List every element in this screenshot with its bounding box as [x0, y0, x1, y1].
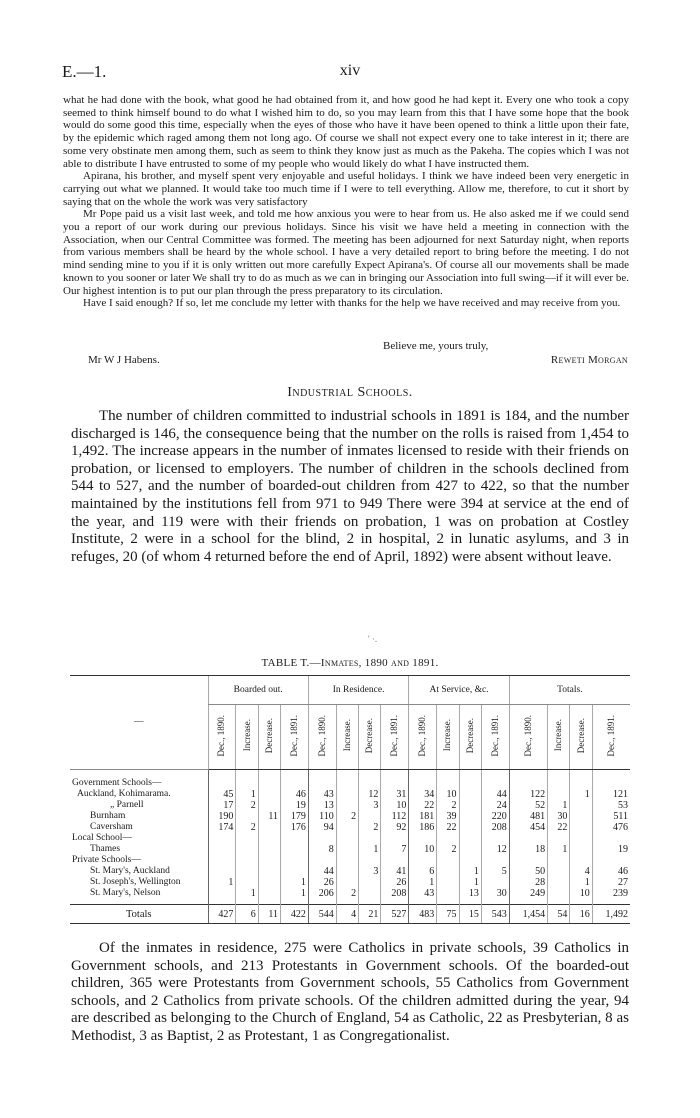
table-cell [258, 855, 280, 866]
table-cell: 481 [509, 811, 547, 822]
group-header-totals: Totals. [509, 676, 630, 705]
table-caption-title: Inmates, 1890 and 1891. [320, 657, 439, 669]
table-cell [437, 888, 459, 905]
addressee: Mr W J Habens. [88, 354, 160, 366]
table-cell [592, 855, 630, 866]
table-cell [437, 833, 459, 844]
table-cell [336, 822, 358, 833]
totals-cell: 16 [570, 905, 592, 924]
table-cell: 1 [570, 789, 592, 800]
table-cell [208, 844, 236, 855]
totals-cell: 1,492 [592, 905, 630, 924]
table-cell: 4 [570, 866, 592, 877]
table-cell [409, 855, 437, 866]
column-subheader-label: Dec., 1890. [417, 714, 428, 757]
row-label: Thames [90, 844, 121, 854]
totals-cell: 4 [336, 905, 358, 924]
table-row [70, 844, 630, 855]
table-caption [0, 657, 700, 669]
table-cell [236, 877, 258, 888]
table-cell [308, 833, 336, 844]
letter-paragraph: what he had done with the book, what good he had obtained from it, and how good he had kept it. Every one who took a copy seemed to think himself bound to do what I wished him to do, so you may learn from this that I have some hope that the book would do some good this time, especially when the eyes of those who have it have been opened to think a little upon their fate, by the epidemic which raged among them not long ago. Of course we shall not expect every one to take interest in it; there are some very obstinate men among them, such as seem to think they know just as much as the Pakeha. The copies which I was not able to distribute I have entrusted to some of my people who would likely do what I have instructed them. [63, 94, 629, 170]
table-cell [236, 770, 258, 790]
table-cell: 220 [481, 811, 509, 822]
table-cell: 46 [281, 789, 309, 800]
table-cell [570, 770, 592, 790]
table-cell: 249 [509, 888, 547, 905]
letter-closing [0, 340, 700, 370]
column-subheader [409, 705, 437, 770]
table-cell: 19 [592, 844, 630, 855]
table-row [70, 888, 630, 905]
table-cell: 26 [381, 877, 409, 888]
table-cell [208, 770, 236, 790]
table-cell [208, 833, 236, 844]
letter-paragraph: Mr Pope paid us a visit last week, and told me how anxious you were to hear from us. He also asked me if we could send you a report of our work during our previous holidays. Since his visit we have held a meeting in connection with the Association, when our Central Committee was formed. The meeting has been adjourned for next Saturday night, when reports from various members shall be heard by the whole school. I have a very detailed report to bring before the meeting. I do not mind sending mine to you if it is only written out more carefully Expect Apirana's. Of course all our movements shall be made known to you sooner or later We shall try to do as much as we can in bringing our Association into full swing—if it will ever be. Our highest intention is to put our plan through the press preparatory to its circulation. [63, 208, 629, 297]
table-cell: 44 [308, 866, 336, 877]
column-subheader-label: Increase. [442, 719, 453, 752]
table-cell [409, 833, 437, 844]
table-cell: 122 [509, 789, 547, 800]
table-cell [481, 855, 509, 866]
table-cell: 43 [308, 789, 336, 800]
table-cell: 1 [570, 877, 592, 888]
table-cell [359, 855, 381, 866]
table-cell: 27 [592, 877, 630, 888]
table-cell [481, 877, 509, 888]
table-cell: 28 [509, 877, 547, 888]
totals-cell: 544 [308, 905, 336, 924]
page-number: xiv [339, 62, 361, 79]
letter-text [63, 94, 629, 310]
table-cell [336, 844, 358, 855]
table-body [70, 770, 630, 924]
table-cell [548, 789, 570, 800]
table-cell [208, 888, 236, 905]
table-row [70, 855, 630, 866]
table-cell [336, 866, 358, 877]
table-cell [570, 833, 592, 844]
table-cell: 1 [236, 789, 258, 800]
table-row [70, 811, 630, 822]
column-subheader [208, 705, 236, 770]
signature: Reweti Morgan [550, 354, 628, 366]
letter-paragraph: Have I said enough? If so, let me conclude my letter with thanks for the help we have received and may receive from you. [83, 297, 621, 310]
table-cell [381, 855, 409, 866]
table-cell: 46 [592, 866, 630, 877]
table-cell: 7 [381, 844, 409, 855]
table-cell: 239 [592, 888, 630, 905]
table-cell [336, 789, 358, 800]
paragraph-inmates-religion: Of the inmates in residence, 275 were Catholics in private schools, 39 Catholics in Government schools, and 213 Protestants in Government schools. Of the boarded-out children, 365 were Protestants from Government schools, 55 Catholics from Government schools, and 2 Catholics from private schools. Of the children admitted during the year, 94 are described as belonging to the Church of England, 54 as Catholic, 22 as Presbyterian, 8 as Methodist, 3 as Baptist, 2 as Protestant, 1 as Congregationalist. [71, 940, 629, 1044]
table-cell [592, 770, 630, 790]
table-cell [548, 877, 570, 888]
totals-cell: 543 [481, 905, 509, 924]
table-cell [281, 770, 309, 790]
table-cell: 208 [481, 822, 509, 833]
table-cell [258, 888, 280, 905]
table-cell [459, 822, 481, 833]
table-row [70, 833, 630, 844]
table-cell [336, 855, 358, 866]
table-cell [258, 877, 280, 888]
column-subheader-label: Increase. [341, 719, 352, 752]
table-cell: 22 [409, 800, 437, 811]
table-cell [359, 770, 381, 790]
column-subheader-label: Increase. [241, 719, 252, 752]
inmates-table [70, 675, 630, 924]
table-cell: 45 [208, 789, 236, 800]
page-reference: E.—1. [62, 62, 107, 81]
table-cell [258, 822, 280, 833]
table-cell [236, 866, 258, 877]
column-subheader [281, 705, 309, 770]
table-cell: 3 [359, 800, 381, 811]
column-subheader-label: Decrease. [575, 717, 586, 754]
table-cell: 2 [236, 822, 258, 833]
table-cell [281, 833, 309, 844]
totals-cell: 21 [359, 905, 381, 924]
table-cell [208, 866, 236, 877]
table-cell: 53 [592, 800, 630, 811]
table-cell: 1 [281, 888, 309, 905]
table-cell: 44 [481, 789, 509, 800]
column-subheader-label: Dec., 1890. [316, 714, 327, 757]
stray-mark: ' ·. [368, 634, 378, 644]
row-label: „ Parnell [110, 800, 144, 810]
table-cell: 18 [509, 844, 547, 855]
table-cell [570, 800, 592, 811]
table-cell: 179 [281, 811, 309, 822]
totals-cell: 75 [437, 905, 459, 924]
column-subheader-label: Dec., 1891. [605, 714, 616, 757]
table-cell [548, 855, 570, 866]
table-cell: 30 [548, 811, 570, 822]
table-row [70, 877, 630, 888]
table-cell: 110 [308, 811, 336, 822]
column-subheader-label: Dec., 1891. [489, 714, 500, 757]
table-cell: 2 [437, 844, 459, 855]
table-cell [281, 844, 309, 855]
table-row [70, 770, 630, 790]
table-cell: 121 [592, 789, 630, 800]
table-cell: 2 [336, 888, 358, 905]
table-cell [381, 770, 409, 790]
column-subheader-label: Dec., 1890. [522, 714, 533, 757]
table-cell [459, 770, 481, 790]
row-label: Burnham [90, 811, 126, 821]
column-subheader-label: Decrease. [464, 717, 475, 754]
table-cell: 1 [281, 877, 309, 888]
column-subheader [509, 705, 547, 770]
column-subheader [236, 705, 258, 770]
column-subheader [459, 705, 481, 770]
table-cell [236, 833, 258, 844]
table-cell: 94 [308, 822, 336, 833]
table-cell: 8 [308, 844, 336, 855]
table-cell [481, 833, 509, 844]
table-cell: 19 [281, 800, 309, 811]
table-cell [570, 811, 592, 822]
stub-header: — [70, 676, 208, 770]
table-cell: 1 [459, 877, 481, 888]
paragraph-industrial-schools: The number of children committed to industrial schools in 1891 is 184, and the number discharged is 146, the consequence being that the number on the rolls is raised from 1,454 to 1,492. The increase appears in the number of inmates licensed to reside with their friends on probation, or licensed to employers. The number of children in the schools declined from 544 to 527, and the number of boarded-out children from 427 to 422, so that the number maintained by the institutions fell from 971 to 949 There were 394 at service at the end of the year, and 119 were with their friends on probation, 1 was on probation at Costley Institute, 2 were in a school for the blind, 2 in hospital, 2 in lunatic asylums, and 3 in refuges, 20 (of whom 4 returned before the end of April, 1892) were absent without leave. [71, 408, 629, 565]
column-subheader-label: Dec., 1891. [288, 714, 299, 757]
table-cell: 1 [236, 888, 258, 905]
table-cell [509, 855, 547, 866]
row-label: Caversham [90, 822, 133, 832]
totals-cell: 11 [258, 905, 280, 924]
table-cell [236, 844, 258, 855]
group-header-at-service: At Service, &c. [409, 676, 509, 705]
table-cell [509, 770, 547, 790]
table-cell: 2 [236, 800, 258, 811]
table-cell [336, 877, 358, 888]
table-cell [570, 844, 592, 855]
table-cell: 454 [509, 822, 547, 833]
table-cell [437, 877, 459, 888]
table-cell [548, 888, 570, 905]
table-cell [308, 770, 336, 790]
table-cell: 1 [548, 844, 570, 855]
column-subheader [359, 705, 381, 770]
totals-cell: 1,454 [509, 905, 547, 924]
table-cell: 10 [381, 800, 409, 811]
totals-cell: 483 [409, 905, 437, 924]
table-cell: 12 [359, 789, 381, 800]
table-cell [336, 800, 358, 811]
column-subheader [481, 705, 509, 770]
totals-label: Totals [70, 905, 208, 924]
table-cell: 6 [409, 866, 437, 877]
table-cell: 50 [509, 866, 547, 877]
table-cell: 206 [308, 888, 336, 905]
column-subheader-label: Increase. [553, 719, 564, 752]
group-header-in-residence: In Residence. [308, 676, 408, 705]
table-cell [437, 770, 459, 790]
table-cell: 2 [437, 800, 459, 811]
table-row [70, 866, 630, 877]
table-cell: 2 [359, 822, 381, 833]
table-cell [459, 800, 481, 811]
table-cell [409, 770, 437, 790]
table-cell [459, 833, 481, 844]
table-cell: 186 [409, 822, 437, 833]
column-subheader-label: Dec., 1890. [216, 714, 227, 757]
table-cell [336, 833, 358, 844]
totals-cell: 15 [459, 905, 481, 924]
table-cell [592, 833, 630, 844]
section-title: Industrial Schools. [287, 385, 413, 400]
table-row [70, 800, 630, 811]
table-cell [548, 866, 570, 877]
table-cell: 511 [592, 811, 630, 822]
table-cell [437, 866, 459, 877]
letter-paragraph: Apirana, his brother, and myself spent very enjoyable and useful holidays. I think we have indeed been very energetic in carrying out what we planned. It would take too much time if I were to tell everything. Allow me, therefore, to cut it short by saying that on the whole the work was very satisfactory [63, 170, 629, 208]
table-cell: 190 [208, 811, 236, 822]
totals-cell: 527 [381, 905, 409, 924]
row-label: Government Schools— [72, 778, 162, 788]
table-cell: 176 [281, 822, 309, 833]
row-label: Private Schools— [72, 855, 141, 865]
valediction: Believe me, yours truly, [383, 340, 489, 352]
table-cell: 24 [481, 800, 509, 811]
totals-cell: 6 [236, 905, 258, 924]
table-cell [437, 855, 459, 866]
table-cell [236, 811, 258, 822]
table-cell: 181 [409, 811, 437, 822]
column-subheader [308, 705, 336, 770]
table-cell: 13 [308, 800, 336, 811]
table-cell [281, 866, 309, 877]
row-label: St. Mary's, Auckland [90, 866, 170, 876]
table-cell: 5 [481, 866, 509, 877]
table-cell [548, 833, 570, 844]
table-cell [459, 844, 481, 855]
totals-row [70, 905, 630, 924]
totals-cell: 54 [548, 905, 570, 924]
table-cell [258, 800, 280, 811]
table-cell: 43 [409, 888, 437, 905]
column-subheader [592, 705, 630, 770]
table-cell: 3 [359, 866, 381, 877]
table-cell: 30 [481, 888, 509, 905]
row-label: St. Joseph's, Wellington [90, 877, 181, 887]
table-cell: 52 [509, 800, 547, 811]
table-cell: 41 [381, 866, 409, 877]
table-cell: 12 [481, 844, 509, 855]
table-cell: 39 [437, 811, 459, 822]
table-cell [208, 855, 236, 866]
table-cell [258, 789, 280, 800]
table-cell: 476 [592, 822, 630, 833]
table-cell: 2 [336, 811, 358, 822]
table-cell: 17 [208, 800, 236, 811]
table-cell: 31 [381, 789, 409, 800]
table-cell [509, 833, 547, 844]
column-subheader [336, 705, 358, 770]
row-label: St. Mary's, Nelson [90, 888, 161, 898]
table-cell [258, 844, 280, 855]
row-label: Auckland, Kohimarama. [77, 789, 171, 799]
table-cell: 10 [437, 789, 459, 800]
table-cell [236, 855, 258, 866]
table-cell [359, 888, 381, 905]
group-header-boarded-out: Boarded out. [208, 676, 308, 705]
table-cell [308, 855, 336, 866]
column-subheader [548, 705, 570, 770]
column-subheader [258, 705, 280, 770]
table-cell: 112 [381, 811, 409, 822]
table-cell: 208 [381, 888, 409, 905]
table-cell: 34 [409, 789, 437, 800]
table-cell: 13 [459, 888, 481, 905]
totals-cell: 422 [281, 905, 309, 924]
table-cell [548, 770, 570, 790]
table-cell: 1 [409, 877, 437, 888]
column-subheader [437, 705, 459, 770]
table-cell: 22 [437, 822, 459, 833]
table-cell [381, 833, 409, 844]
table-cell [570, 855, 592, 866]
table-cell: 1 [359, 844, 381, 855]
table-cell [359, 877, 381, 888]
table-cell: 22 [548, 822, 570, 833]
table-cell: 1 [208, 877, 236, 888]
table-cell [336, 770, 358, 790]
table-cell: 1 [459, 866, 481, 877]
table-cell: 11 [258, 811, 280, 822]
table-cell: 10 [409, 844, 437, 855]
table-cell: 1 [548, 800, 570, 811]
table-cell [459, 855, 481, 866]
table-cell: 10 [570, 888, 592, 905]
table-cell [459, 811, 481, 822]
table-row [70, 789, 630, 800]
table-cell [281, 855, 309, 866]
table-cell [359, 833, 381, 844]
table-caption-prefix: TABLE T.— [261, 657, 321, 669]
table-cell [481, 770, 509, 790]
totals-cell: 427 [208, 905, 236, 924]
table-cell [459, 789, 481, 800]
table-cell [570, 822, 592, 833]
table-cell: 26 [308, 877, 336, 888]
table-cell: 92 [381, 822, 409, 833]
column-subheader-label: Dec., 1891. [389, 714, 400, 757]
column-subheader-label: Decrease. [263, 717, 274, 754]
row-label: Local School— [72, 833, 132, 843]
column-subheader [570, 705, 592, 770]
column-subheader [381, 705, 409, 770]
table-cell: 174 [208, 822, 236, 833]
table-cell [258, 833, 280, 844]
table-row [70, 822, 630, 833]
table-cell [258, 770, 280, 790]
table-cell [359, 811, 381, 822]
table-cell [258, 866, 280, 877]
column-subheader-label: Decrease. [364, 717, 375, 754]
